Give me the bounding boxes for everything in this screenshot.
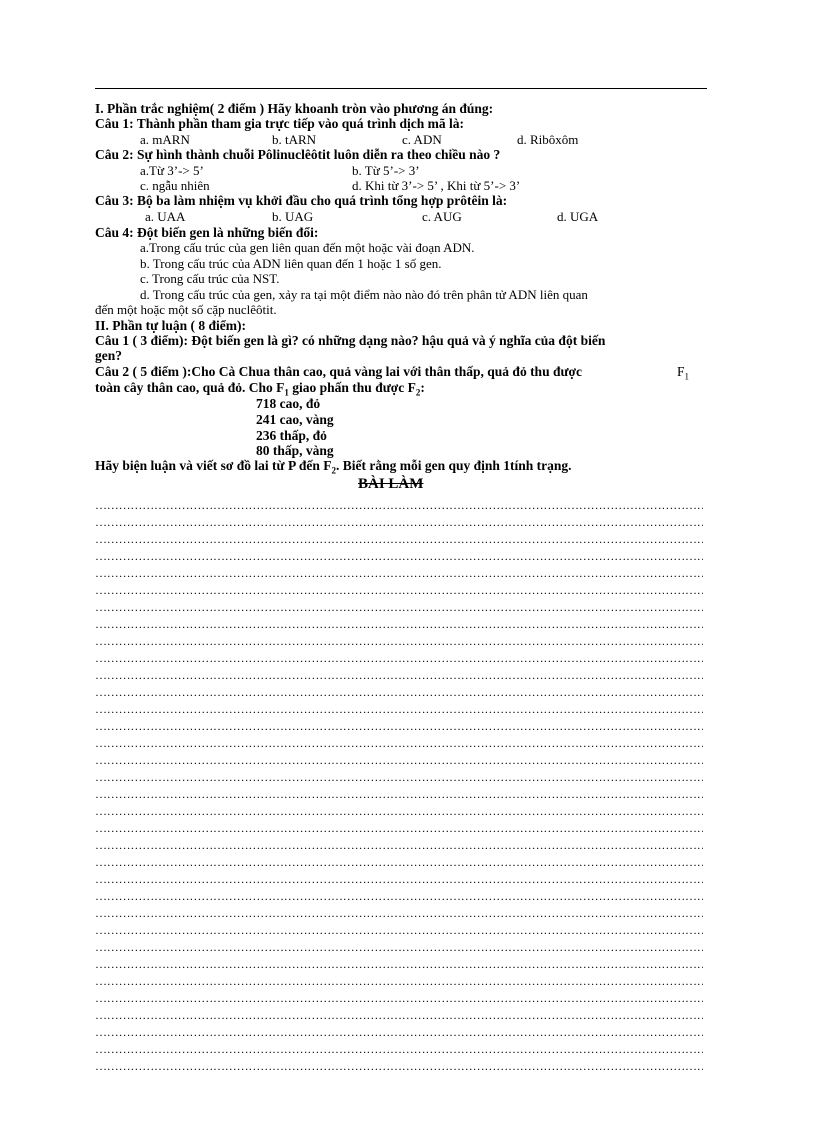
answer-line[interactable] [95,582,703,599]
answer-line[interactable] [95,905,703,922]
header-rule [95,88,707,89]
q3-text: Câu 3: Bộ ba làm nhiệm vụ khởi đầu cho quá trình tổng hợp prôtêin là: [95,193,508,208]
q3-option-a: a. UAA [145,209,186,224]
answer-line[interactable] [95,973,703,990]
q4-option-d-line1: d. Trong cấu trúc của gen, xảy ra tại một điểm nào nào đó trên phân tử ADN liên quan [140,287,588,302]
essay-q1-line2: gen? [95,348,122,363]
answer-line[interactable] [95,599,703,616]
q3-option-b: b. UAG [272,209,314,224]
answer-line[interactable] [95,684,703,701]
q4-option-b: b. Trong cấu trúc của ADN liên quan đến 1 hoặc 1 số gen. [140,256,442,271]
essay-q2-f1-sub: 1 [684,371,690,382]
answer-line[interactable] [95,769,703,786]
answer-line[interactable] [95,956,703,973]
answer-line[interactable] [95,871,703,888]
essay-q2-instruction-sub: 2 [331,465,336,476]
answer-line[interactable] [95,633,703,650]
result-3: 236 thấp, đỏ [256,428,327,443]
part1-heading: I. Phần trắc nghiệm( 2 điểm ) Hãy khoanh tròn vào phương án đúng: [95,101,494,116]
q4-text: Câu 4: Đột biến gen là những biến đổi: [95,225,319,240]
essay-q2-line2-a: toàn cây thân cao, quả đỏ. Cho F [95,380,285,395]
answer-line[interactable] [95,667,703,684]
answer-line[interactable] [95,854,703,871]
q2-text: Câu 2: Sự hình thành chuỗi Pôlinuclêôtit luôn diễn ra theo chiều nào ? [95,147,501,162]
answer-line[interactable] [95,650,703,667]
answer-line[interactable] [95,514,703,531]
result-2: 241 cao, vàng [256,412,334,427]
answer-line[interactable] [95,803,703,820]
answer-line[interactable] [95,1058,703,1075]
q4-option-d-line2: đến một hoặc một số cặp nuclêôtit. [95,302,277,317]
answer-line[interactable] [95,990,703,1007]
answer-line[interactable] [95,1024,703,1041]
answer-line[interactable] [95,531,703,548]
answer-line[interactable] [95,922,703,939]
result-1: 718 cao, đỏ [256,396,321,411]
q4-option-a: a.Trong cấu trúc của gen liên quan đến một hoặc vài đoạn ADN. [140,240,475,255]
answer-line[interactable] [95,1041,703,1058]
answer-line[interactable] [95,888,703,905]
essay-q2-line2-b: giao phấn thu được F [288,380,416,395]
essay-q2-f1 [677,364,689,385]
q2-option-c: c. ngẫu nhiên [140,178,210,193]
essay-q2-line1-text: Câu 2 ( 5 điểm ):Cho Cà Chua thân cao, quả vàng lai với thân thấp, quả đỏ thu được [95,364,583,379]
answer-line[interactable] [95,820,703,837]
essay-q2-line2-c: : [420,380,425,395]
answer-line[interactable] [95,718,703,735]
q3-option-c: c. AUG [422,209,462,224]
essay-q1-line1: Câu 1 ( 3 điểm): Đột biến gen là gì? có những dạng nào? hậu quả và ý nghĩa của đột biến [95,333,606,348]
q1-option-d: d. Ribôxôm [517,132,579,147]
answer-line[interactable] [95,735,703,752]
answer-line[interactable] [95,939,703,956]
essay-q2-line2-sub1: 1 [284,387,289,398]
answer-title: BÀI LÀM [358,476,424,492]
q2-option-a: a.Từ 3’-> 5’ [140,163,204,178]
answer-line[interactable] [95,1007,703,1024]
essay-q2-instruction-a: Hãy biện luận và viết sơ đồ lai từ P đến F [95,458,332,473]
answer-line[interactable] [95,837,703,854]
essay-q2-f1-letter: F [677,364,685,379]
q3-option-d: d. UGA [557,209,599,224]
essay-q2-line2-sub2: 2 [415,387,421,398]
answer-line[interactable] [95,752,703,769]
answer-line[interactable] [95,497,703,514]
answer-line[interactable] [95,786,703,803]
answer-line[interactable] [95,616,703,633]
answer-line[interactable] [95,565,703,582]
q1-option-b: b. tARN [272,132,317,147]
result-4: 80 thấp, vàng [256,443,334,458]
answer-line[interactable] [95,701,703,718]
q2-option-d: d. Khi từ 3’-> 5’ , Khi từ 5’-> 3’ [352,178,521,193]
part2-heading: II. Phần tự luận ( 8 điểm): [95,318,246,333]
q1-option-c: c. ADN [402,132,442,147]
answer-line[interactable] [95,548,703,565]
essay-q2-instruction-b: . Biết rằng mỗi gen quy định 1tính trạng. [335,458,572,473]
q4-option-c: c. Trong cấu trúc của NST. [140,271,280,286]
q2-option-b: b. Từ 5’-> 3’ [352,163,420,178]
essay-q2-instruction [95,458,572,479]
q1-text: Câu 1: Thành phần tham gia trực tiếp vào quá trình dịch mã là: [95,116,465,131]
essay-q2-line1 [95,364,582,380]
q1-option-a: a. mARN [140,132,190,147]
